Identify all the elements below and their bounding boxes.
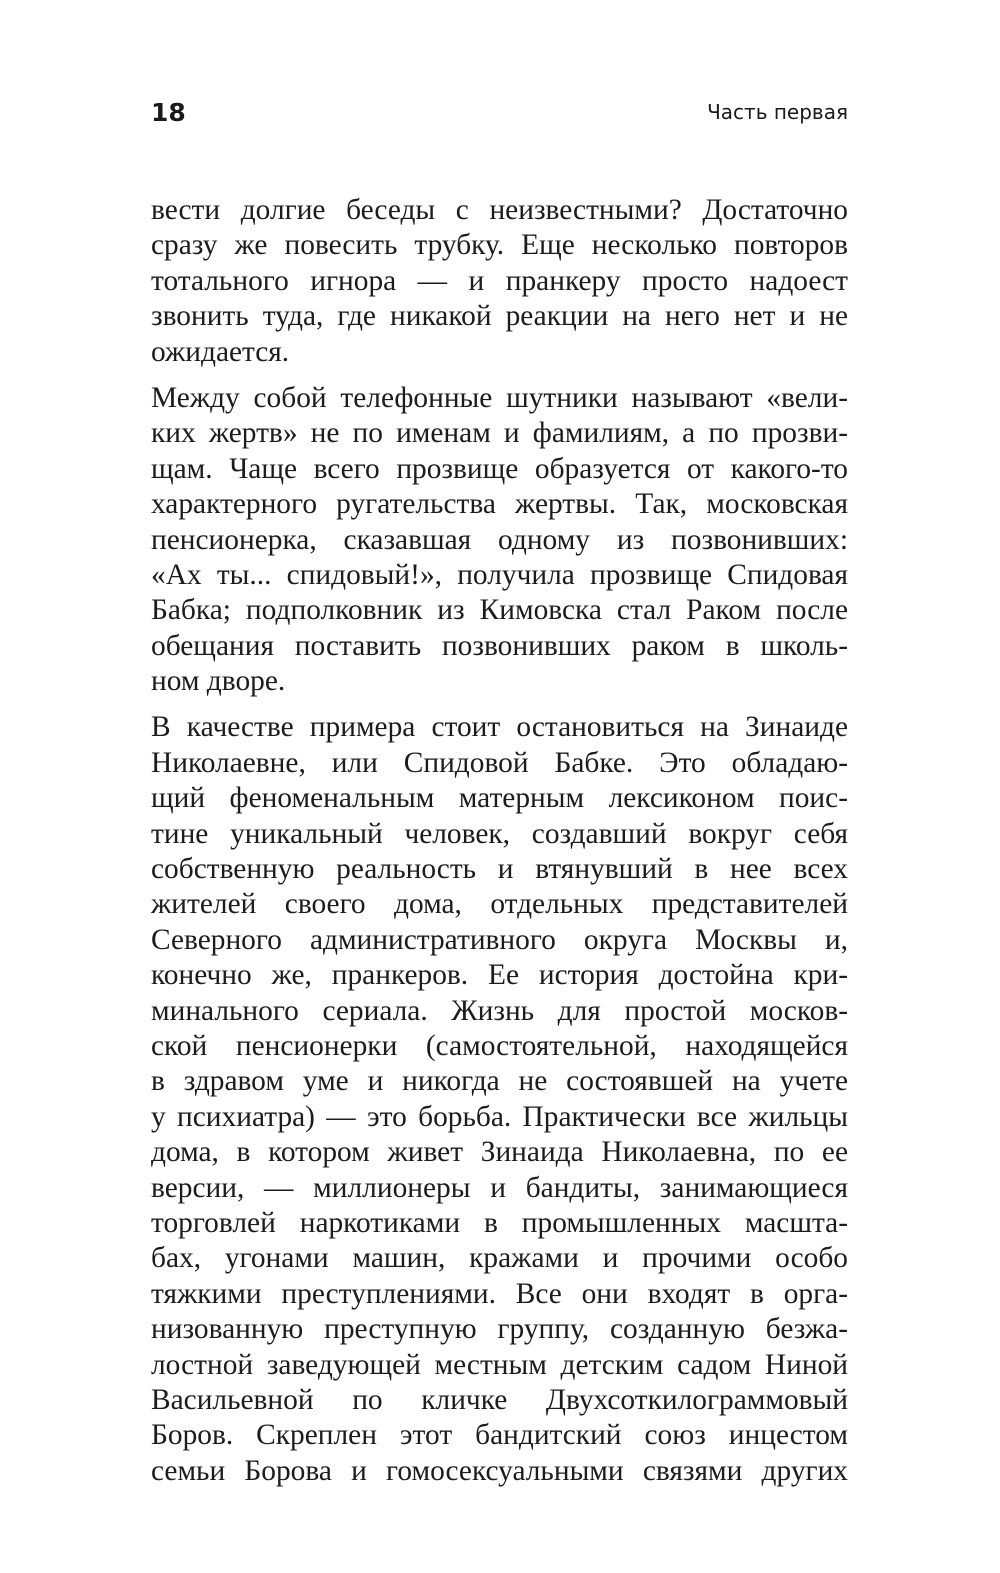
text-line: лостной заведующей местным детским садом Ниной — [151, 1348, 848, 1381]
text-line: тотального игнора — и пранкеру просто надоест — [151, 264, 848, 297]
text-line: дома, в котором живет Зинаида Николаевна, по ее — [151, 1136, 848, 1169]
text-line: тяжкими преступлениями. Все они входят в орга- — [151, 1277, 848, 1310]
text-line: версии, — миллионеры и бандиты, занимающиеся — [151, 1171, 848, 1204]
text-line: в здравом уме и никогда не состоявшей на учете — [151, 1065, 848, 1098]
text-line: ожидается. — [151, 335, 290, 368]
body-text — [151, 193, 848, 1500]
text-line: «Ах ты... спидовый!», получила прозвище Спидовая — [151, 558, 848, 591]
page-number: 18 — [151, 97, 186, 127]
text-line: торговлей наркотиками в промышленных масшта- — [151, 1206, 848, 1239]
text-line: В качестве примера стоит остановиться на Зинаиде — [151, 711, 848, 744]
text-line: щам. Чаще всего прозвище образуется от какого-то — [151, 452, 848, 485]
text-line: Боров. Скреплен этот бандитский союз инцестом — [151, 1419, 848, 1452]
paragraph — [151, 193, 848, 370]
text-line: Васильевной по кличке Двухсоткилограммовый — [151, 1383, 848, 1416]
text-line: семьи Борова и гомосексуальными связями других — [151, 1454, 848, 1487]
text-line: ской пенсионерки (самостоятельной, находящейся — [151, 1029, 848, 1062]
text-line: низованную преступную группу, созданную безжа- — [151, 1313, 848, 1346]
text-line: щий феноменальным матерным лексиконом поис- — [151, 782, 848, 815]
text-line: собственную реальность и втянувший в нее всех — [151, 853, 848, 886]
text-line: Бабка; подполковник из Кимовска стал Раком после — [151, 594, 848, 627]
text-line: пенсионерка, сказавшая одному из позвонивших: — [151, 523, 848, 556]
text-line: звонить туда, где никакой реакции на него нет и не — [151, 300, 848, 333]
section-title: Часть первая — [707, 100, 848, 124]
text-line: обещания поставить позвонивших раком в школь- — [151, 629, 848, 662]
text-line: конечно же, пранкеров. Ее история достойна кри- — [151, 959, 848, 992]
text-line: сразу же повесить трубку. Еще несколько повторов — [151, 229, 848, 262]
text-line: бах, угонами машин, кражами и прочими особо — [151, 1242, 848, 1275]
running-head — [151, 94, 848, 130]
text-line: вести долгие беседы с неизвестными? Достаточно — [151, 194, 848, 226]
text-line: ном дворе. — [151, 665, 286, 698]
text-line: минального сериала. Жизнь для простой москов- — [151, 994, 848, 1027]
text-line: жителей своего дома, отдельных представителей — [151, 888, 848, 921]
text-line: ких жертв» не по именам и фамилиям, а по прозви- — [151, 417, 848, 450]
text-line: характерного ругательства жертвы. Так, московская — [151, 488, 848, 521]
paragraph — [151, 381, 848, 700]
text-line: Николаевне, или Спидовой Бабке. Это обладаю- — [151, 746, 848, 779]
paragraph — [151, 710, 848, 1489]
text-line: тине уникальный человек, создавший вокруг себя — [151, 817, 848, 850]
text-line: Между собой телефонные шутники называют «вели- — [151, 381, 848, 414]
text-line: Северного административного округа Москвы и, — [151, 923, 848, 956]
text-line: у психиатра) — это борьба. Практически все жильцы — [151, 1100, 848, 1133]
